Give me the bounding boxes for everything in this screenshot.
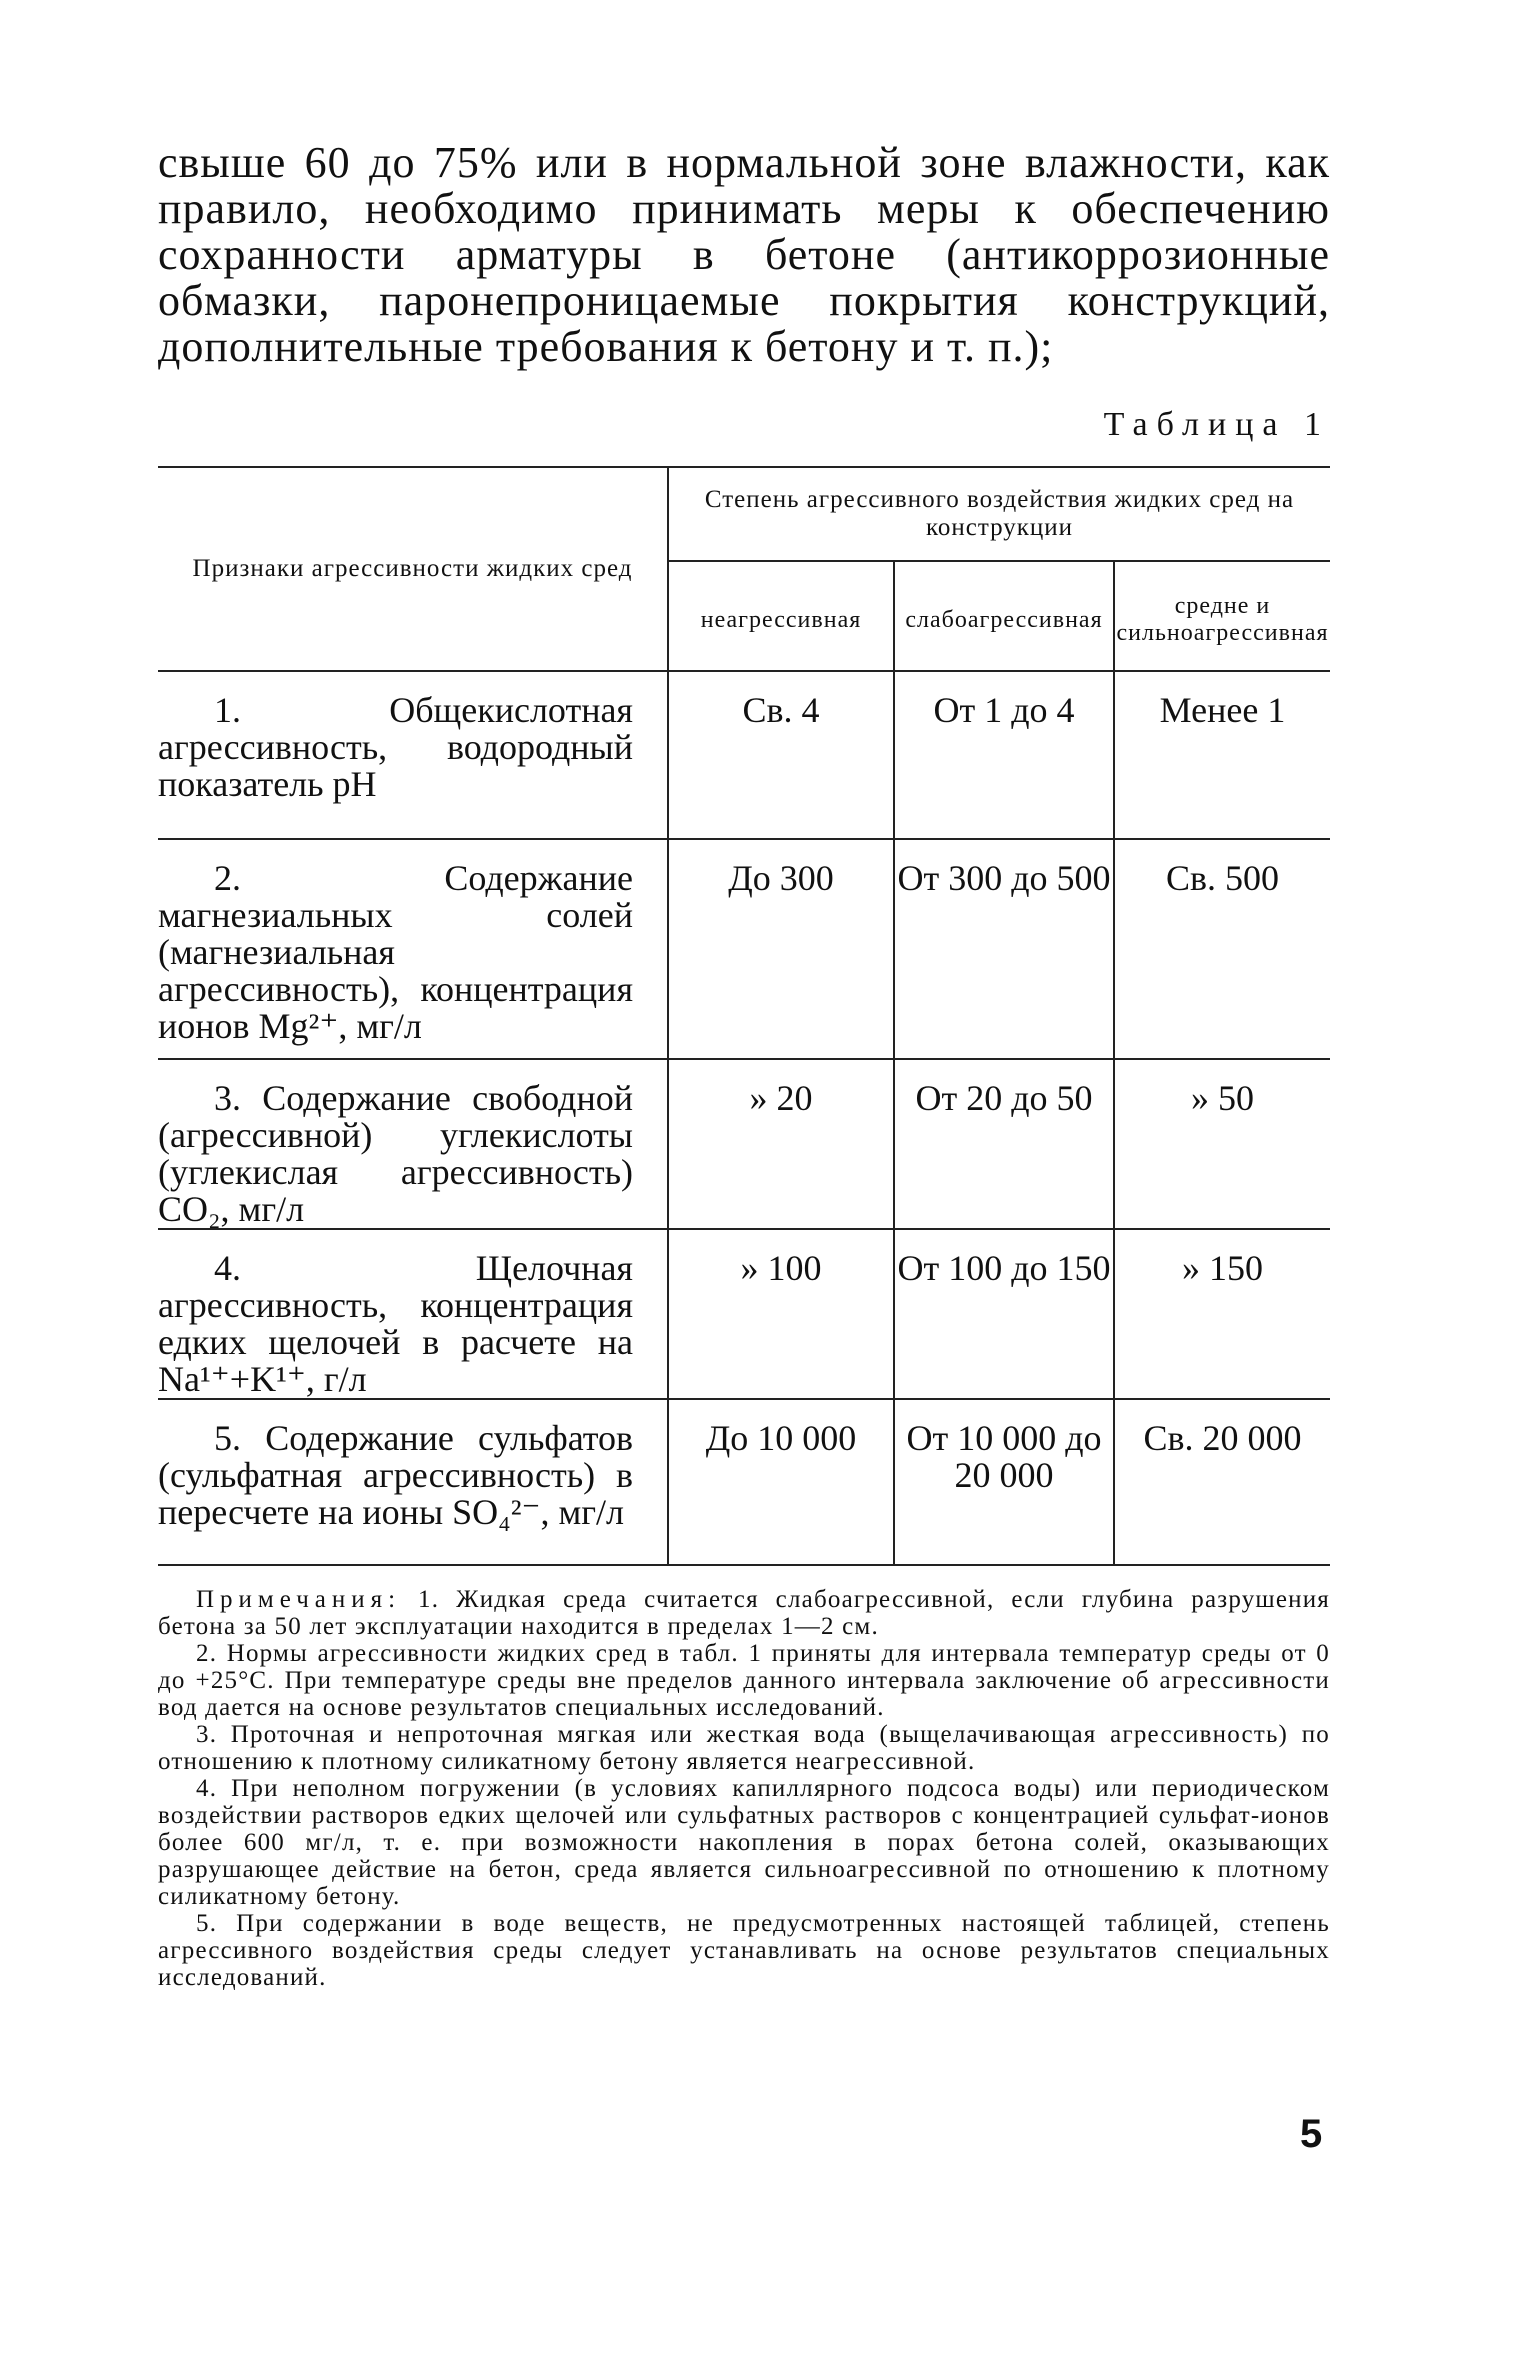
value-cell: » 50 (1114, 1059, 1330, 1229)
value-cell: От 20 до 50 (894, 1059, 1114, 1229)
value-cell: До 300 (668, 839, 894, 1059)
feature-cell (158, 1059, 668, 1229)
intro-paragraph: свыше 60 до 75% или в нормальной зоне влажности, как правило, необходимо принимать меры к обеспечению сохранности арматуры в бетоне (антикоррозионные обмазки, паронепроницаемые покрытия конструкций, дополнительные требования к бетону и т. п.); (158, 138, 1330, 371)
row-number: 2. (214, 858, 241, 898)
table-row (158, 1059, 1330, 1229)
row-number: 5. (214, 1418, 241, 1458)
aggressiveness-table (158, 466, 1330, 1566)
feature-cell (158, 1399, 668, 1565)
feature-text: Содержание свободной (агрессивной) углекислоты (углекислая агрессивность) CO₂, мг/л (158, 1078, 633, 1229)
feature-cell (158, 839, 668, 1059)
feature-cell (158, 671, 668, 839)
note-item (158, 1586, 1330, 1640)
value-cell: От 1 до 4 (894, 671, 1114, 839)
notes-heading: Примечания: (196, 1586, 402, 1613)
note-item: 2. Нормы агрессивности жидких сред в табл. 1 приняты для интервала температур среды от 0 до +25°С. При температуре среды вне пределов данного интервала заключение об агрессивности вод дается на основе результатов специальных исследований. (158, 1640, 1330, 1721)
table-row (158, 1399, 1330, 1565)
table-row (158, 671, 1330, 839)
value-cell: Менее 1 (1114, 671, 1330, 839)
document-page (158, 140, 1330, 1991)
note-item: 4. При неполном погружении (в условиях капиллярного подсоса воды) или периодическом воздействии растворов едких щелочей или сульфатных растворов с концентрацией сульфат-ионов более 600 мг/л, т. е. при возможности накопления в порах бетона солей, оказывающих разрушающее действие на бетон, среда является сильноагрессивной по отношению к плотному силикатному бетону. (158, 1775, 1330, 1910)
feature-cell (158, 1229, 668, 1399)
header-feature-column: Признаки агрессивности жидких сред (158, 467, 668, 671)
table-label: Таблица 1 (1103, 406, 1330, 443)
feature-text: Содержание магнезиальных солей (магнезиальная агрессивность), концентрация ионов Mg²⁺, мг/л (158, 858, 633, 1046)
value-cell: » 20 (668, 1059, 894, 1229)
header-col-nonaggressive: неагрессивная (668, 561, 894, 671)
table-row (158, 1229, 1330, 1399)
value-cell: От 10 000 до 20 000 (894, 1399, 1114, 1565)
row-number: 4. (214, 1248, 241, 1288)
notes-section (158, 1586, 1330, 1991)
header-col-weak: слабоагрессивная (894, 561, 1114, 671)
value-cell: Св. 4 (668, 671, 894, 839)
row-number: 3. (214, 1078, 241, 1118)
feature-text: Общекислотная агрессивность, водородный показатель pH (158, 690, 633, 804)
value-cell: От 100 до 150 (894, 1229, 1114, 1399)
header-group: Степень агрессивного воздействия жидких сред на конструкции (668, 467, 1330, 561)
note-item: 3. Проточная и непроточная мягкая или жесткая вода (выщелачивающая агрессивность) по отношению к плотному силикатному бетону является неагрессивной. (158, 1721, 1330, 1775)
feature-text: Щелочная агрессивность, концентрация едких щелочей в расчете на Na¹⁺+K¹⁺, г/л (158, 1248, 633, 1399)
value-cell: Св. 20 000 (1114, 1399, 1330, 1565)
row-number: 1. (214, 690, 241, 730)
note-text: 1. Жидкая среда считается слабоагрессивной, если глубина разрушения бетона за 50 лет эксплуатации находится в пределах 1—2 см. (158, 1586, 1330, 1640)
value-cell: » 100 (668, 1229, 894, 1399)
value-cell: Св. 500 (1114, 839, 1330, 1059)
value-cell: » 150 (1114, 1229, 1330, 1399)
value-cell: От 300 до 500 (894, 839, 1114, 1059)
feature-text: Содержание сульфатов (сульфатная агрессивность) в пересчете на ионы SO₄²⁻, мг/л (158, 1418, 633, 1532)
table-row (158, 839, 1330, 1059)
note-item: 5. При содержании в воде веществ, не предусмотренных настоящей таблицей, степень агрессивного воздействия среды следует устанавливать на основе результатов специальных исследований. (158, 1910, 1330, 1991)
header-col-strong: средне и сильноагрессивная (1114, 561, 1330, 671)
value-cell: До 10 000 (668, 1399, 894, 1565)
page-number: 5 (1300, 2112, 1323, 2156)
